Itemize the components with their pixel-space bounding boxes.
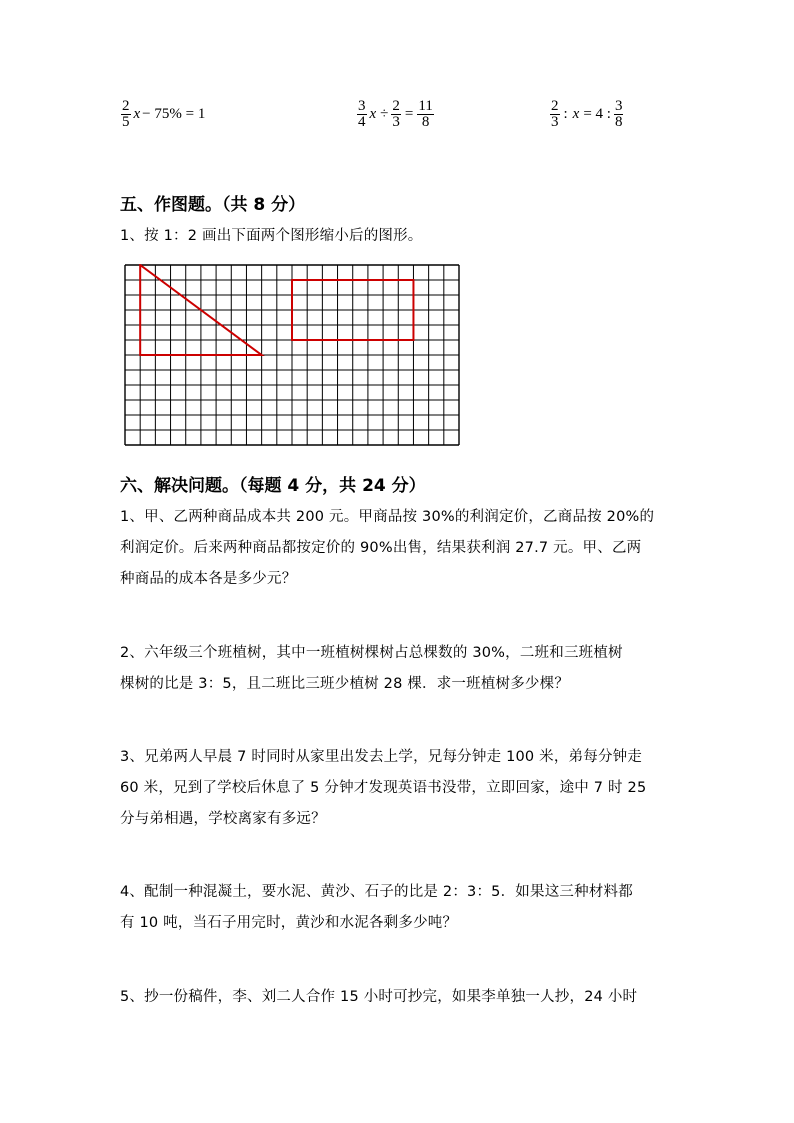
fraction: $\frac{2}{5}$ — [122, 98, 130, 130]
drawing-grid — [124, 264, 460, 446]
equation-3: $\frac{2}{3}$ : x = 4 : $\frac{3}{8}$ — [551, 98, 623, 130]
grid-svg — [124, 264, 460, 446]
problem-5: 5、抄一份稿件，李、刘二人合作 15 小时可抄完，如果李单独一人抄，24 小时 — [120, 989, 638, 1005]
fraction: $\frac{3}{4}$ — [358, 98, 366, 130]
equation-2: $\frac{3}{4}$ x ÷ $\frac{2}{3}$ = $\frac{11}{8}$ — [358, 98, 433, 130]
fraction: $\frac{2}{3}$ — [551, 98, 559, 130]
fraction: $\frac{2}{3}$ — [392, 98, 400, 130]
problem-2: 2、六年级三个班植树，其中一班植树棵树占总棵数的 30%，二班和三班植树 棵树的比是 3：5，且二班比三班少植树 28 棵．求一班植树多少棵？ — [120, 645, 623, 692]
section-6-heading: 六、解决问题。（每题 4 分，共 24 分） — [120, 476, 426, 496]
problem-3: 3、兄弟两人早晨 7 时同时从家里出发去上学，兄每分钟走 100 米，弟每分钟走 60 米，兄到了学校后休息了 5 分钟才发现英语书没带，立即回家，途中 7 时 25 分与弟相遇，学校离家有多远？ — [120, 749, 647, 827]
section-5-question-1: 1、按 1：2 画出下面两个图形缩小后的图形。 — [120, 228, 423, 244]
equation-1: $\frac{2}{5}$ x − 75% = 1 — [122, 98, 206, 130]
problem-1: 1、甲、乙两种商品成本共 200 元。甲商品按 30%的利润定价，乙商品按 20%的 利润定价。后来两种商品都按定价的 90%出售，结果获利润 27.7 元。甲、乙两 种商品的成本各是多少元？ — [120, 509, 655, 587]
section-5-heading: 五、作图题。（共 8 分） — [120, 195, 306, 215]
problem-4: 4、配制一种混凝土，要水泥、黄沙、石子的比是 2：3：5．如果这三种材料都 有 10 吨，当石子用完时，黄沙和水泥各剩多少吨？ — [120, 884, 633, 931]
fraction: $\frac{11}{8}$ — [418, 98, 433, 130]
fraction: $\frac{3}{8}$ — [614, 98, 623, 130]
